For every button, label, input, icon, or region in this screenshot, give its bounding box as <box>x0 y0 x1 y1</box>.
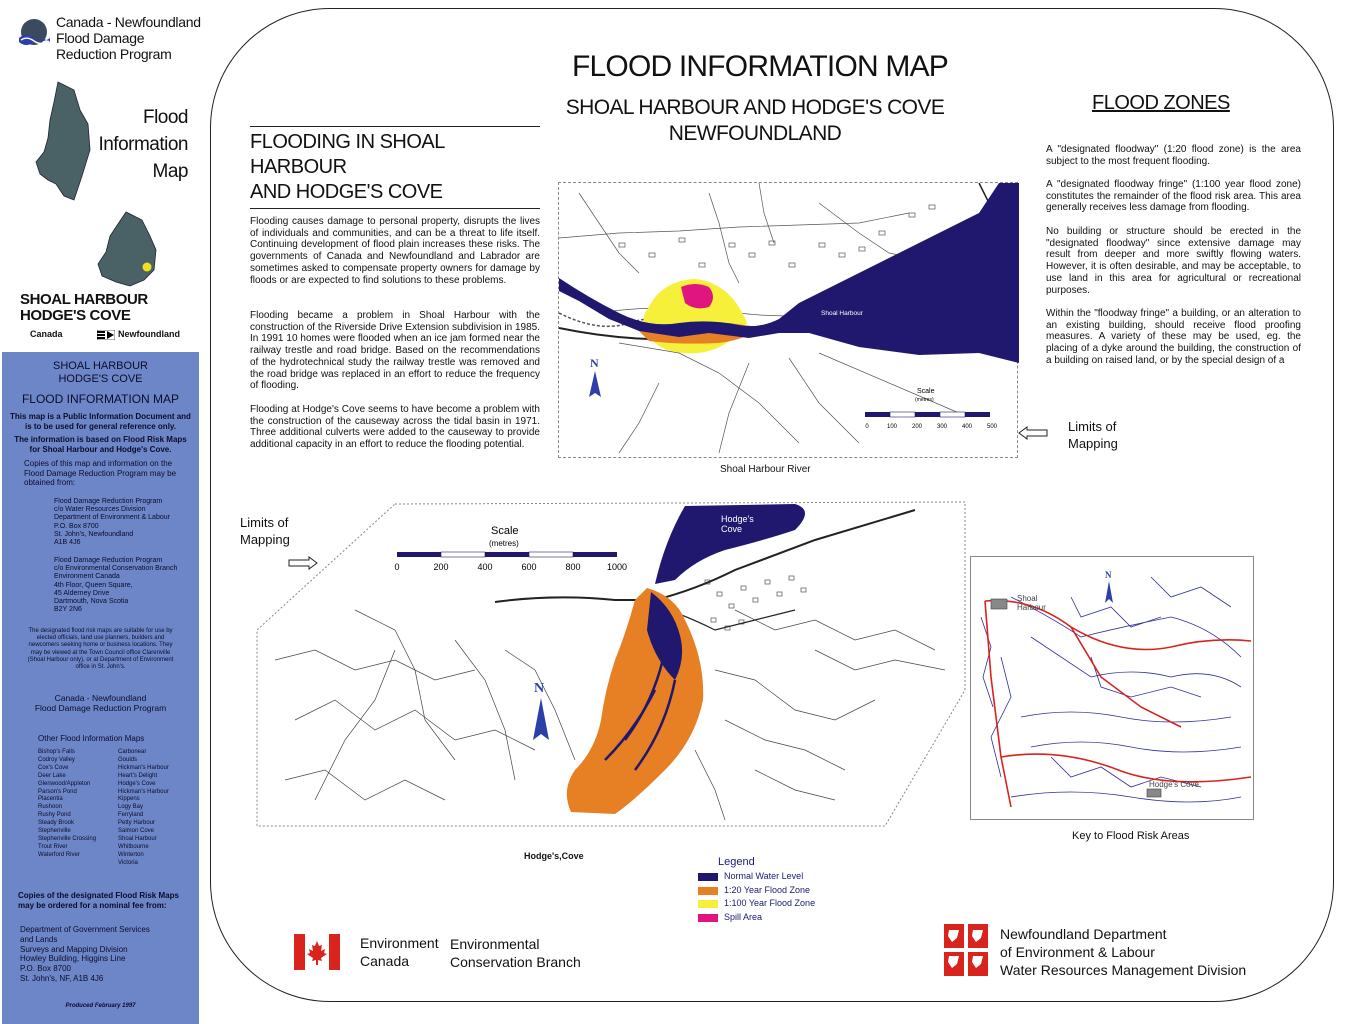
svg-text:N: N <box>1105 570 1112 580</box>
limits-of-mapping-left: Limits of Mapping <box>240 515 290 547</box>
panel-address-surveys: Department of Government Services and Lands Surveys and Mapping Division Howley Building, Higgins Line P.O. Box 8700 St. John's, NF, A1B 4J6 <box>20 925 150 983</box>
panel-designated-text: The designated flood risk maps are suitable for use by elected officials, land use planners, builders and newcomers seeking home or business locations. They may be viewed at the Town Council office Clarenville (Shoal Harbour only), or at Department of Environment office in St. John's. <box>27 628 174 671</box>
limits-of-mapping-right: Limits of Mapping <box>1068 419 1118 451</box>
legend-normal-water: Normal Water Level <box>698 871 803 881</box>
legend-swatch <box>698 873 718 881</box>
other-map-item: Kippens <box>118 796 140 803</box>
other-map-item: Bishop's Falls <box>38 749 75 755</box>
svg-text:N: N <box>534 681 545 696</box>
other-map-item: Heart's Delight <box>118 772 158 779</box>
flood-zones-heading: FLOOD ZONES <box>1092 92 1230 114</box>
legend-swatch <box>698 900 718 908</box>
hodges-cove-map-caption: Hodge's,Cove <box>524 851 584 861</box>
shoal-harbour-water-label: Shoal Harbour <box>821 310 863 317</box>
hodges-cove-map <box>255 500 967 830</box>
other-map-item: Stephenville Crossing <box>38 835 97 842</box>
zones-paragraph-fringe: A "designated floodway fringe" (1:100 year flood zone) constitutes the remainder of the flood risk area. This area generally receives less damage from flooding. <box>1046 179 1301 214</box>
legend-spill-area: Spill Area <box>698 912 762 922</box>
other-map-item: Goulds <box>118 756 138 763</box>
map2-scale-unit: (metres) <box>489 539 519 548</box>
scale-tick-label: 600 <box>521 562 537 572</box>
arrow-right-icon <box>288 556 318 570</box>
legend-100-year: 1:100 Year Flood Zone <box>698 898 815 908</box>
panel-address-federal: Flood Damage Reduction Program c/o Environmental Conservation Branch Environment Canada 4th Floor, Queen Square, 45 Alderney Drive Dartmouth, Nova Scotia B2Y 2N6 <box>54 557 178 614</box>
other-map-item: Glenwood/Appleton <box>38 780 91 787</box>
zones-paragraph-proofing: Within the "floodway fringe" a building, or an alteration to an existing building, should receive flood proofing measures. A variety of these may be used, eg. the placing of a dyke around the building, the construction of a building on raised land, or by the special design of a <box>1046 308 1301 366</box>
other-map-item: Hodge's Cove <box>118 780 156 787</box>
panel-other-maps-col1 <box>38 749 118 860</box>
other-map-item: Logy Bay <box>118 804 144 811</box>
other-map-item: Codroy Valley <box>38 756 75 763</box>
map1-scale-unit: (metres) <box>915 397 934 403</box>
scale-tick-label: 100 <box>886 424 898 430</box>
newfoundland-arms-icon <box>944 924 988 976</box>
other-map-item: Hickman's Harbour <box>118 764 169 771</box>
info-panel <box>2 352 199 1024</box>
zones-paragraph-floodway: A "designated floodway" (1:20 flood zone) is the area subject to the most frequent flooding. <box>1046 144 1301 167</box>
other-map-item: Trout River <box>38 843 68 850</box>
panel-notice-basis: The information is based on Flood Risk Maps for Shoal Harbour and Hodge's Cove. <box>14 435 187 454</box>
other-map-item: Shoal Harbour <box>118 835 157 842</box>
scale-tick-label: 500 <box>986 424 998 430</box>
legend-title: Legend <box>718 856 755 868</box>
paragraph-hodges-cove: Flooding at Hodge's Cove seems to have become a problem with the construction of the causeway across the tidal basin in 1971. Three additional culverts were added to the causeway to provide additional capacity in an effort to reduce the flooding potential. <box>250 404 540 451</box>
sidebar-map-title: Flood Information Map <box>98 107 188 182</box>
map1-scale-bar <box>865 412 990 417</box>
panel-produced: Produced February 1997 <box>65 1003 136 1009</box>
program-logo-icon <box>18 18 52 48</box>
other-map-item: Stephenville <box>38 828 71 835</box>
other-map-item: Ferryland <box>118 812 144 819</box>
zones-paragraph-no-building: No building or structure should be erected in the "designated floodway" since extensive damage may result from deeper and more swiftly flowing waters. However, it is often desirable, and may be acceptable, to use land in this area for agricultural or recreational purposes. <box>1046 226 1301 296</box>
shoal-harbour-map-caption: Shoal Harbour River <box>720 464 811 475</box>
other-map-item: Rushoon <box>38 804 63 811</box>
panel-program-name: Canada - Newfoundland Flood Damage Reduction Program <box>34 693 167 713</box>
other-map-item: Winterton <box>118 851 144 858</box>
other-map-item: Waterford River <box>38 851 80 858</box>
panel-other-maps-title: Other Flood Information Maps <box>38 734 145 743</box>
other-map-item: Placentia <box>38 796 63 803</box>
other-map-item: Deer Lake <box>38 772 66 779</box>
legend-swatch <box>698 914 718 922</box>
sidebar-place-name: SHOAL HARBOUR HODGE'S COVE <box>20 291 148 324</box>
map1-scale-title: Scale <box>917 388 935 395</box>
other-map-item: Parson's Pond <box>38 788 77 795</box>
canada-flag-icon <box>294 934 340 970</box>
main-title: FLOOD INFORMATION MAP <box>572 50 948 83</box>
other-map-item: Whitbourne <box>118 843 149 850</box>
key-map-drawing <box>971 557 1255 821</box>
scale-tick-label: 0 <box>865 424 869 430</box>
newfoundland-label: Newfoundland <box>118 329 180 339</box>
north-arrow-icon-2 <box>533 681 549 740</box>
legend-swatch <box>698 887 718 895</box>
conservation-branch-label: Environmental Conservation Branch <box>450 936 581 970</box>
scale-tick-label: 800 <box>565 562 581 572</box>
other-map-item: Victoria <box>118 859 138 866</box>
scale-tick-label: 0 <box>394 562 400 572</box>
paragraph-shoal-harbour: Flooding became a problem in Shoal Harbour with the construction of the Riverside Drive Extension subdivision in 1985. In 1991 10 homes were flooded when an ice jam formed near the railway trestle and road bridge. Based on the recommendations of the hydrotechnical study the railway trestle was removed and the road bridge was replaced in an effort to reduce the frequency of flooding. <box>250 310 540 392</box>
arrow-left-icon <box>1018 426 1048 440</box>
key-map-caption: Key to Flood Risk Areas <box>1072 830 1190 842</box>
subtitle: SHOAL HARBOUR AND HODGE'S COVE NEWFOUNDLAND <box>565 96 945 145</box>
key-label-shoal-harbour: Shoal Harbour <box>1017 594 1046 612</box>
shoal-harbour-map <box>558 182 1018 458</box>
map2-scale-bar <box>397 552 617 557</box>
north-arrow-icon-3 <box>1105 570 1113 603</box>
scale-tick-label: 1000 <box>606 562 628 572</box>
other-map-item: Salmon Cove <box>118 828 155 835</box>
program-title: Canada - Newfoundland Flood Damage Reduction Program <box>56 14 201 62</box>
paragraph-flooding-general: Flooding causes damage to personal property, disrupts the lives of individuals and communities, and can be a threat to life itself. Continuing development of flood plain increases these risks. The governments of Canada and Newfoundland and Labrador are sometimes asked to compensate property owners for damage by floods or are expected to find solutions to these problems. <box>250 216 540 286</box>
panel-copies-text: Copies of this map and information on the Flood Damage Reduction Program may be obtained from: <box>24 459 177 487</box>
panel-notice-public: This map is a Public Information Document and is to be used for general reference only. <box>10 412 191 431</box>
panel-address-provincial: Flood Damage Reduction Program c/o Water Resources Division Department of Environment & Labour P.O. Box 8700 St. John's, Newfoundland A1B 4J6 <box>54 498 170 547</box>
panel-heading: FLOOD INFORMATION MAP <box>21 392 180 406</box>
section-heading: FLOODING IN SHOAL HARBOUR AND HODGE'S COVE <box>250 126 540 209</box>
canada-label: Canada <box>30 329 63 339</box>
scale-tick-label: 400 <box>961 424 973 430</box>
key-label-hodges-cove: Hodge's Cove <box>1149 780 1199 789</box>
other-map-item: Carbonear <box>118 749 147 755</box>
north-arrow-icon-1 <box>589 356 601 397</box>
panel-copies-designated: Copies of the designated Flood Risk Maps may be ordered for a nominal fee from: <box>18 891 179 910</box>
scale-tick-label: 200 <box>433 562 449 572</box>
nl-department-label: Newfoundland Department of Environment & Labour Water Resources Management Division <box>1000 926 1247 978</box>
key-map <box>970 556 1254 820</box>
svg-text:N: N <box>590 356 599 370</box>
legend-20-year: 1:20 Year Flood Zone <box>698 885 810 895</box>
map2-scale-title: Scale <box>491 525 519 537</box>
other-map-item: Petty Harbour <box>118 820 156 827</box>
other-map-item: Hickman's Harbour <box>118 788 169 795</box>
scale-tick-label: 200 <box>911 424 923 430</box>
scale-tick-label: 400 <box>477 562 493 572</box>
other-map-item: Rushy Pond <box>38 812 71 819</box>
shoal-harbour-map-drawing <box>559 183 1019 459</box>
panel-place: SHOAL HARBOUR HODGE'S COVE <box>53 360 148 385</box>
hodges-cove-water-label: Hodge's Cove <box>721 514 754 534</box>
scale-tick-label: 300 <box>936 424 948 430</box>
panel-other-maps-col2 <box>118 749 198 868</box>
environment-canada-label: Environment Canada <box>360 935 439 969</box>
other-map-item: Cox's Cove <box>38 764 69 771</box>
newfoundland-flag-icon <box>97 330 115 340</box>
other-map-item: Steady Brook <box>38 820 75 827</box>
